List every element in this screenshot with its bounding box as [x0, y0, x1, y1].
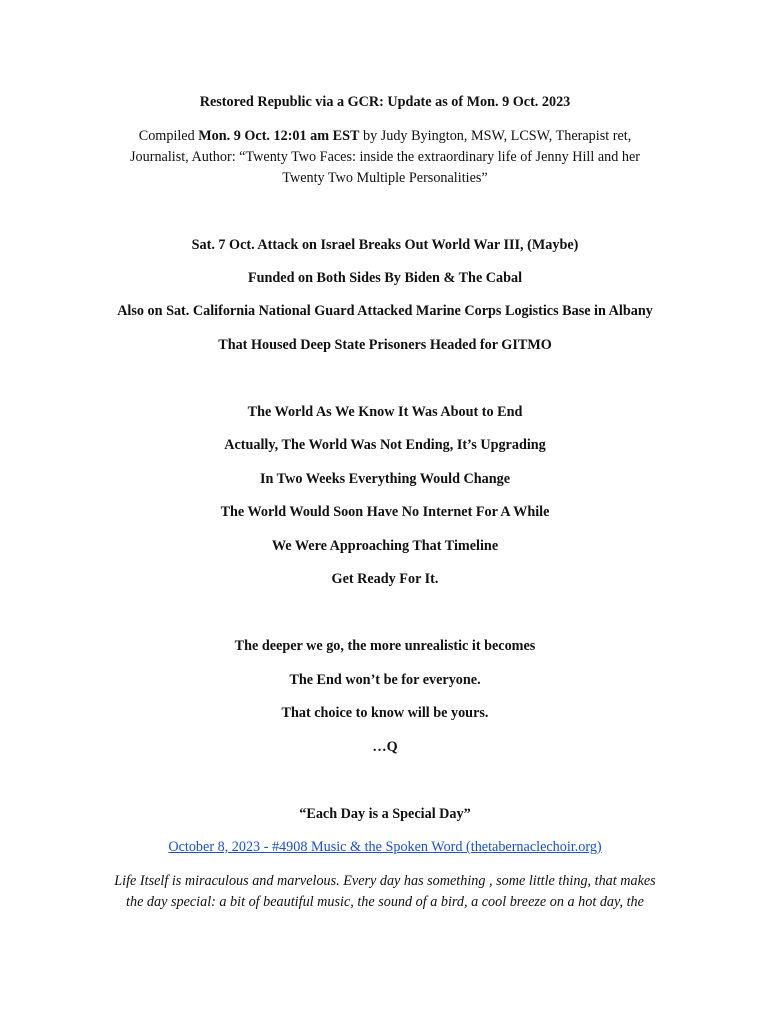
byline-prefix: Compiled	[138, 128, 199, 144]
q-line-3: That choice to know will be yours.	[281, 705, 489, 721]
special-day-text-line-1: Life Itself is miraculous and marvelous. Every day has something , some little thing, that makes	[114, 873, 656, 889]
tabernacle-choir-link[interactable]: October 8, 2023 - #4908 Music & the Spoken Word (thetabernaclechoir.org)	[168, 839, 602, 855]
headline-3: Also on Sat. California National Guard Attacked Marine Corps Logistics Base in Albany	[117, 303, 653, 319]
special-day-link-row	[0, 838, 770, 856]
q-signature: …Q	[372, 739, 398, 755]
special-day-text-line-2: the day special: a bit of beautiful music, the sound of a bird, a cool breeze on a hot day, the	[126, 894, 644, 910]
world-line-4: The World Would Soon Have No Internet For A While	[220, 504, 550, 520]
world-line-1: The World As We Know It Was About to End	[247, 404, 523, 420]
q-line-2: The End won’t be for everyone.	[289, 672, 481, 688]
world-line-6: Get Ready For It.	[331, 571, 439, 587]
headline-1: Sat. 7 Oct. Attack on Israel Breaks Out World War III, (Maybe)	[191, 237, 579, 253]
byline-date: Mon. 9 Oct. 12:01 am EST	[198, 128, 360, 144]
byline-suffix: by Judy Byington, MSW, LCSW, Therapist ret,	[359, 128, 632, 144]
headline-2: Funded on Both Sides By Biden & The Cabal	[247, 270, 523, 286]
headline-4: That Housed Deep State Prisoners Headed for GITMO	[218, 337, 552, 353]
world-line-2: Actually, The World Was Not Ending, It’s Upgrading	[224, 437, 546, 453]
special-day-heading: “Each Day is a Special Day”	[299, 806, 471, 822]
byline-line-1	[0, 127, 770, 145]
q-line-1: The deeper we go, the more unrealistic it becomes	[234, 638, 536, 654]
world-line-3: In Two Weeks Everything Would Change	[259, 471, 511, 487]
document-title: Restored Republic via a GCR: Update as of Mon. 9 Oct. 2023	[199, 94, 571, 110]
byline-line-2: Journalist, Author: “Twenty Two Faces: inside the extraordinary life of Jenny Hill and her	[130, 149, 640, 165]
byline-line-3: Twenty Two Multiple Personalities”	[282, 170, 488, 186]
world-line-5: We Were Approaching That Timeline	[271, 538, 499, 554]
